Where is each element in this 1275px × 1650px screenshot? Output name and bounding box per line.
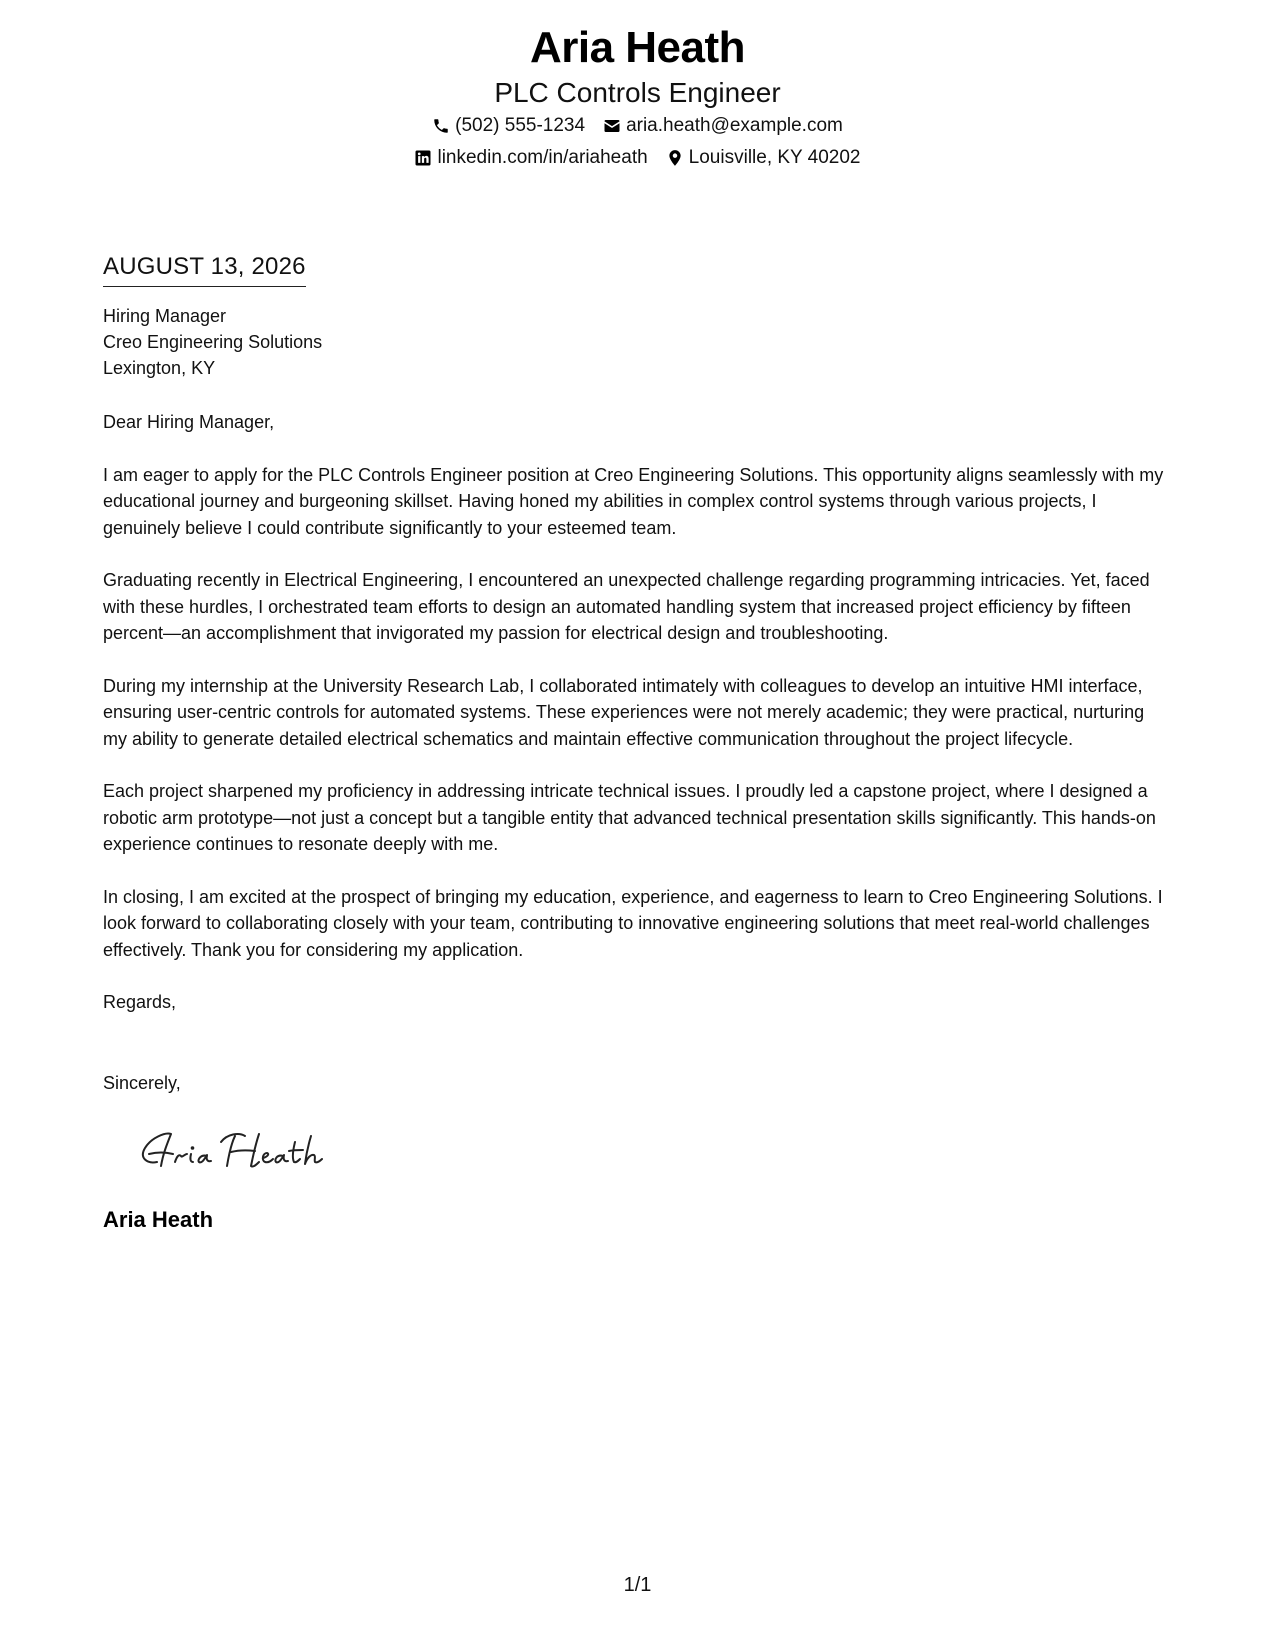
signature-image	[135, 1124, 365, 1180]
contact-row-secondary	[0, 142, 1275, 174]
contact-row-primary	[0, 110, 1275, 142]
contact-email[interactable]	[603, 110, 843, 142]
location-text: Louisville, KY 40202	[688, 147, 861, 168]
paragraph-3: During my internship at the University Research Lab, I collaborated intimately with colleagues to develop an intuitive HMI interface, ensuring user-centric controls for automated systems. These experiences were not merely academic; they were practical, nurturing my ability to generate detailed electrical schematics and maintain effective communication throughout the project lifecycle.	[103, 675, 1145, 749]
paragraph-1: I am eager to apply for the PLC Controls Engineer position at Creo Engineering Solutions. This opportunity aligns seamlessly with my educational journey and burgeoning skillset. Having honed my abilities in complex control systems through various projects, I genuinely believe I could contribute significantly to your esteemed team.	[103, 464, 1164, 538]
linkedin-url: linkedin.com/in/ariaheath	[437, 147, 648, 168]
recipient-company: Creo Engineering Solutions	[103, 332, 323, 352]
contact-linkedin[interactable]	[414, 142, 647, 174]
salutation: Dear Hiring Manager,	[103, 412, 275, 432]
page-number: 1/1	[623, 1574, 652, 1596]
applicant-name: Aria Heath	[529, 23, 746, 72]
paragraph-4: Each project sharpened my proficiency in addressing intricate technical issues. I proudly led a capstone project, where I designed a robotic arm prototype—not just a concept but a tangible entity that advanced technical presentation skills significantly. This hands-on experience continues to resonate deeply with me.	[103, 781, 1156, 854]
closing-sincerely: Sincerely,	[103, 1072, 181, 1093]
recipient-location: Lexington, KY	[103, 358, 216, 378]
paragraph-5: In closing, I am excited at the prospect of bringing my education, experience, and eagerness to learn to Creo Engineering Solutions. I look forward to collaborating closely with your team, contributing to innovative engineering solutions that meet real-world challenges effectively. Thank you for considering my application.	[103, 886, 1163, 960]
phone-icon	[432, 117, 450, 135]
letter-header	[0, 20, 1275, 174]
paragraph-2: Graduating recently in Electrical Engineering, I encountered an unexpected challenge regarding programming intricacies. Yet, faced with these hurdles, I orchestrated team efforts to design an automated handling system that increased project efficiency by fifteen percent—an accomplishment that invigorated my passion for electrical design and troubleshooting.	[103, 570, 1150, 643]
closing-regards: Regards,	[103, 992, 177, 1012]
recipient-block	[103, 303, 1173, 381]
letter-date: AUGUST 13, 2026	[103, 252, 306, 287]
letter-body	[103, 252, 1173, 1234]
email-address: aria.heath@example.com	[626, 115, 843, 136]
applicant-job-title: PLC Controls Engineer	[494, 77, 781, 108]
recipient-title: Hiring Manager	[103, 306, 227, 326]
envelope-icon	[603, 117, 621, 135]
phone-number: (502) 555-1234	[455, 115, 586, 136]
contact-phone[interactable]	[432, 110, 585, 142]
contact-location	[666, 142, 861, 174]
signed-name: Aria Heath	[103, 1207, 214, 1232]
linkedin-icon	[414, 149, 432, 167]
map-pin-icon	[666, 149, 684, 167]
